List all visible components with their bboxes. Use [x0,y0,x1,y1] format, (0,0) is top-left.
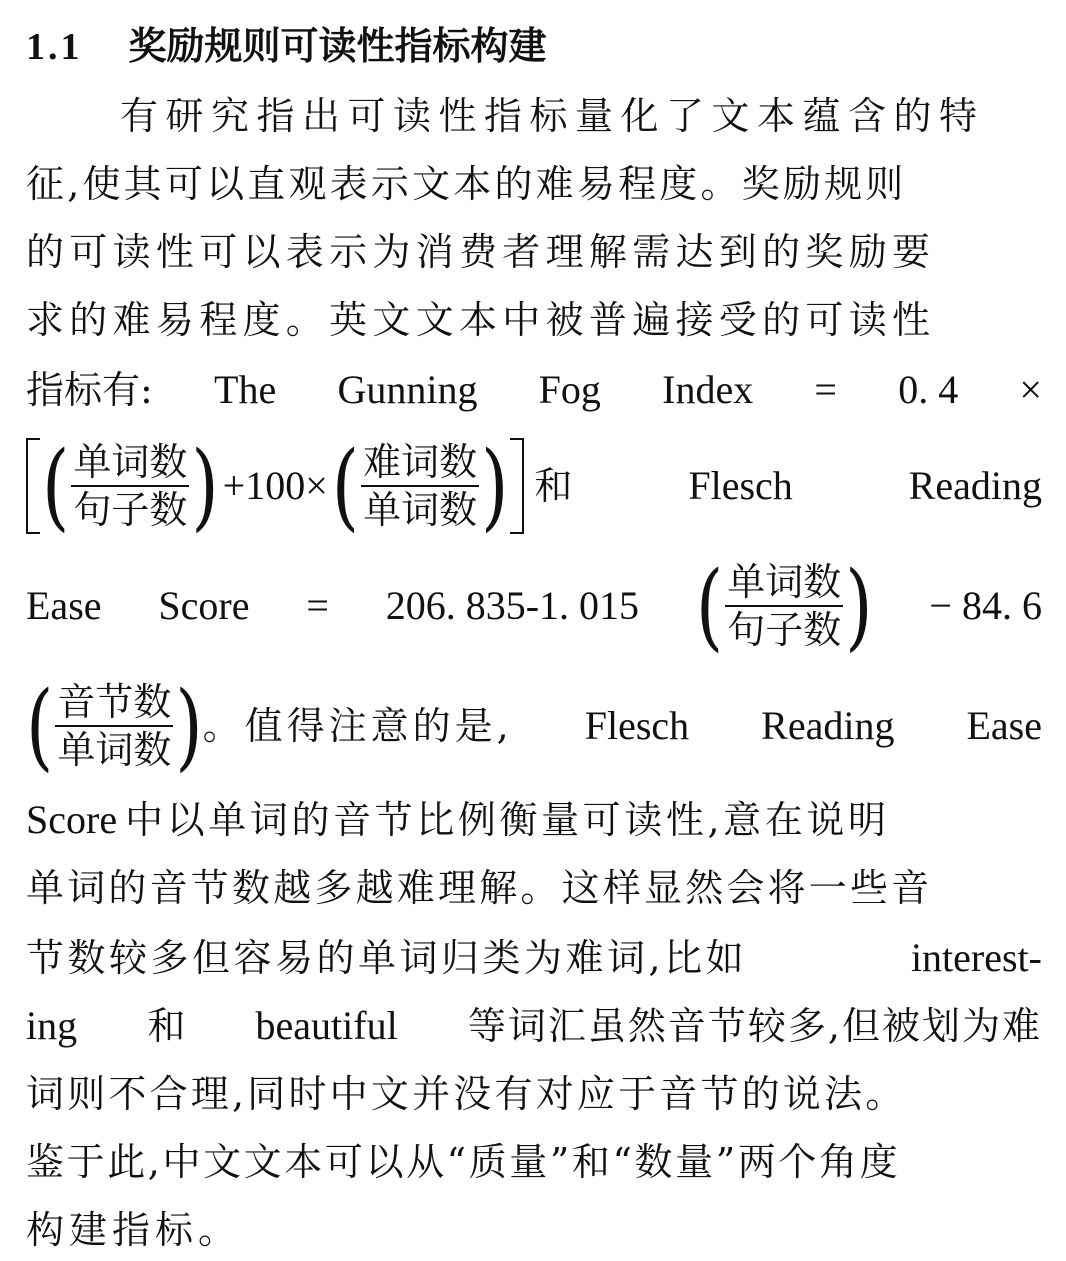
fraction [55,679,173,773]
paragraph-text: 和 [147,1004,186,1048]
paragraph-text: 等词汇虽然音节较多,但被划为难 [467,1004,1042,1048]
paragraph-text: 的可读性可以表示为消费者理解需达到的奖励要 [26,230,936,274]
paragraph-line-10 [26,858,1042,918]
fraction-numerator: 难词数 [363,440,478,484]
formula-word: The [214,367,277,412]
fraction-numerator: 音节数 [57,680,172,724]
paragraph-line-2 [26,154,1042,214]
right-paren: ) [191,430,219,542]
paragraph-text: 求的难易程度。英文文本中被普遍接受的可读性 [26,298,936,342]
formula-fog-line-1 [26,360,1042,420]
paragraph-text: 词则不合理,同时中文并没有对应于音节的说法。 [26,1072,907,1116]
right-paren: ) [481,430,509,542]
left-paren: ( [331,430,360,542]
formula-equals: = [814,367,837,412]
left-paren: ( [42,430,70,542]
fog-formula [26,430,524,542]
section-heading [26,18,547,74]
formula-word: Reading [908,463,1042,508]
paragraph-line-12 [26,996,1042,1056]
formula-flesch-line-2 [26,670,1042,782]
formula-word: Ease [966,703,1042,748]
fraction [361,439,479,533]
fraction [725,559,843,653]
formula-operator: +100× [222,463,328,508]
formula-tail [203,696,1042,756]
formula-word: Flesch [584,703,690,748]
paragraph-text: 构建指标。 [26,1208,242,1252]
right-paren: ) [845,550,873,662]
paragraph-text: 。值得注意的是, [202,704,513,748]
formula-word: Ease [26,583,102,628]
section-number: 1.1 [26,26,83,68]
formula-word: ing [26,1003,78,1048]
formula-word: Flesch [688,463,793,508]
formula-word: Fog [538,367,601,412]
formula-word: beautiful [255,1003,398,1048]
formula-tail [534,456,1042,516]
fraction-denominator: 句子数 [73,488,188,532]
formula-word: Gunning [337,367,478,412]
right-bracket [510,438,524,534]
fraction-numerator: 单词数 [73,440,188,484]
section-title: 奖励规则可读性指标构建 [128,23,547,68]
right-paren: ) [175,670,203,782]
paragraph-line-1 [26,86,1042,146]
paragraph-text: 征,使其可以直观表示文本的难易程度。奖励规则 [26,162,907,206]
paragraph-text: 鉴于此,中文文本可以从“质量”和“数量”两个角度 [26,1140,901,1184]
formula-equals: = [306,583,329,628]
paragraph-text: 中以单词的音节比例衡量可读性,意在说明 [125,798,890,842]
fraction-denominator: 单词数 [363,488,478,532]
left-paren: ( [26,670,54,782]
formula-times: × [1019,367,1042,412]
formula-word: Reading [761,703,895,748]
formula-constant: − 84. 6 [929,583,1042,628]
paragraph-text: 节数较多但容易的单词归类为难词,比如 [26,936,748,980]
fraction [71,439,189,533]
formula-constant: 0. 4 [898,367,959,412]
paragraph-text: 单词的音节数越多越难理解。这样显然会将一些音 [26,866,933,910]
fraction-denominator: 句子数 [727,608,842,652]
flesch-fraction [695,550,873,662]
formula-word: Score [158,583,250,628]
formula-constant: 206. 835-1. 015 [385,583,640,628]
syllable-fraction [26,670,203,782]
paragraph-text: 和 [534,464,573,508]
formula-word: Index [662,367,754,412]
paragraph-line-4 [26,290,1042,350]
paragraph-text: 有研究指出可读性指标量化了文本蕴含的特 [120,94,985,138]
fraction-numerator: 单词数 [727,560,842,604]
paragraph-line-9 [26,790,1042,850]
paragraph-text: 指标有: [26,368,153,412]
paragraph-line-3 [26,222,1042,282]
left-bracket [26,438,40,534]
left-paren: ( [695,550,724,662]
paragraph-line-15 [26,1200,1042,1260]
fraction-denominator: 单词数 [57,728,172,772]
paragraph-line-14 [26,1132,1042,1192]
paragraph-line-13 [26,1064,1042,1124]
formula-word: Score [26,797,118,842]
formula-flesch-line [26,550,1042,662]
paragraph-line-11 [26,928,1042,988]
formula-word: interest- [910,935,1042,980]
formula-fog-line-2 [26,430,1042,542]
